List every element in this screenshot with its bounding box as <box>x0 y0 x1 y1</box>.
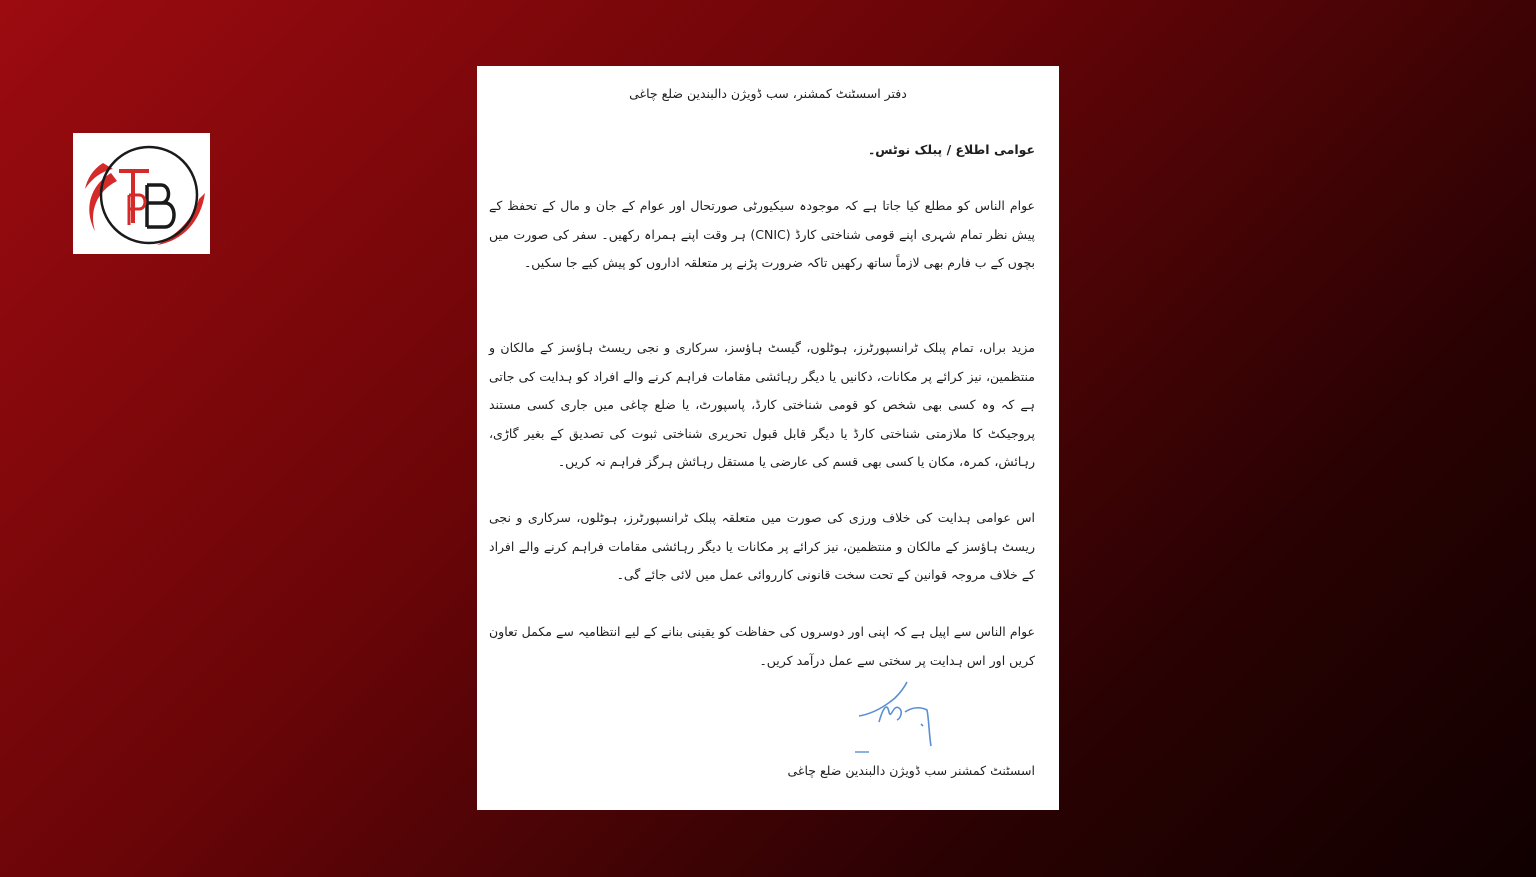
sign-off: اسسٹنٹ کمشنر سب ڈویژن دالبندین ضلع چاغی <box>787 763 1035 778</box>
notice-paragraph: مزید براں، تمام پبلک ٹرانسپورٹرز، ہوٹلوں، گیسٹ ہاؤسز، سرکاری و نجی ریسٹ ہاؤسز کے مالکان و منتظمین، نیز کرائے پر مکانات، دکانیں یا دیگر رہائشی مقامات فراہم کرنے والے افراد کو ہدایت کی جاتی ہے کہ وہ کسی بھی شخص کو قومی شناختی کارڈ، پاسپورٹ، یا ضلع چاغی میں جاری کسی مستند پروجیکٹ کا ملازمتی شناختی کارڈ یا دیگر قابل قبول تحریری شناختی ثبوت کی تصدیق کے بغیر گاڑی، رہائش، کمرہ، مکان یا کسی بھی قسم کی عارضی یا مستقل رہائش ہرگز فراہم نہ کریں۔ <box>489 340 1035 469</box>
notice-paragraph: عوام الناس کو مطلع کیا جاتا ہے کہ موجودہ سیکیورٹی صورتحال اور عوام کے جان و مال کے تحفظ کے پیش نظر تمام شہری اپنے قومی شناختی کارڈ (CNIC) ہر وقت اپنے ہمراہ رکھیں۔ سفر کی صورت میں بچوں کے ب فارم بھی لازماً ساتھ رکھیں تاکہ ضرورت پڑنے پر متعلقہ اداروں کو پیش کیے جا سکیں۔ <box>489 198 1035 270</box>
notice-paragraph: اس عوامی ہدایت کی خلاف ورزی کی صورت میں متعلقہ پبلک ٹرانسپورٹرز، ہوٹلوں، سرکاری و نجی ریسٹ ہاؤسز کے مالکان و منتظمین، نیز کرائے پر مکانات یا دیگر رہائشی مقامات فراہم کرنے والے افراد کے خلاف مروجہ قوانین کے تحت سخت قانونی کارروائی عمل میں لائی جائے گی۔ <box>489 510 1035 582</box>
handwritten-signature <box>849 678 939 758</box>
tbp-logo <box>73 133 210 254</box>
public-notice-document <box>477 66 1059 810</box>
tbp-logo-icon <box>73 133 210 254</box>
notice-title: عوامی اطلاع / پبلک نوٹس۔ <box>867 142 1035 157</box>
notice-paragraph: عوام الناس سے اپیل ہے کہ اپنی اور دوسروں کی حفاظت کو یقینی بنانے کے لیے انتظامیہ سے مکمل تعاون کریں اور اس ہدایت پر سختی سے عمل درآمد کریں۔ <box>489 624 1035 668</box>
office-header: دفتر اسسٹنٹ کمشنر، سب ڈویژن دالبندین ضلع چاغی <box>629 86 907 101</box>
